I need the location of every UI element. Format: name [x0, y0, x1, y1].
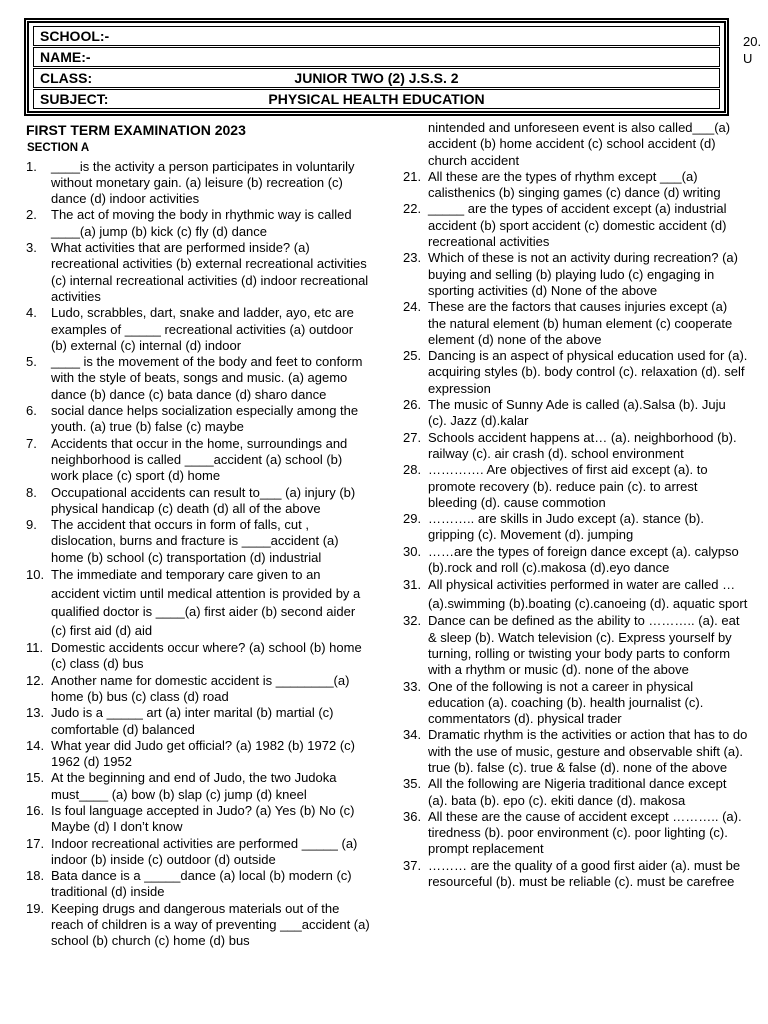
- question-number: 31.: [403, 577, 422, 593]
- question-text: Accidents that occur in the home, surroundings and neighborhood is called ____accident (a) school (b) work place (c) sport (d) home: [51, 435, 348, 484]
- question-number: 3.: [26, 240, 37, 256]
- question-item: [403, 613, 748, 678]
- question-text: The act of moving the body in rhythmic way is called ____(a) jump (b) kick (c) fly (d) dance: [51, 207, 352, 239]
- question-item: [403, 250, 748, 299]
- subject-value: PHYSICAL HEALTH EDUCATION: [268, 91, 485, 107]
- question-item: [403, 858, 748, 891]
- question-text: Domestic accidents occur where? (a) school (b) home (c) class (d) bus: [51, 640, 362, 672]
- question-text: Is foul language accepted in Judo? (a) Yes (b) No (c) Maybe (d) I don’t know: [51, 802, 355, 835]
- question-item: [403, 299, 748, 348]
- question-text: All these are the cause of accident except ……….. (a). tiredness (b). poor environment (c). poor lighting (c). prompt replacement: [428, 808, 742, 857]
- right-column: [403, 120, 748, 890]
- question-item: [403, 576, 748, 613]
- question-text: Dancing is an aspect of physical education used for (a). acquiring styles (b). body control (c). relaxation (d). self expression: [428, 348, 748, 396]
- subject-label: SUBJECT:: [40, 91, 109, 107]
- question-item: [26, 354, 371, 403]
- question-item: [26, 566, 371, 640]
- question-item: [26, 673, 371, 706]
- question-number: 1.: [26, 158, 37, 174]
- margin-note-line1: 20.: [743, 34, 762, 49]
- margin-note: [743, 33, 761, 67]
- question-number: 28.: [403, 462, 422, 478]
- question-number: 15.: [26, 770, 45, 786]
- question-number: 5.: [26, 354, 37, 370]
- question-item: [403, 462, 748, 511]
- question-number: 10.: [26, 567, 45, 583]
- question-number: 32.: [403, 613, 422, 629]
- question-number: 18.: [26, 868, 45, 884]
- question-number: 16.: [26, 802, 45, 818]
- question-number: 8.: [26, 484, 37, 500]
- class-label: CLASS:: [40, 70, 93, 86]
- question-number: 9.: [26, 517, 37, 533]
- question-item: [403, 397, 748, 430]
- question-number: 12.: [26, 672, 45, 688]
- question-text: What year did Judo get official? (a) 1982 (b) 1972 (c) 1962 (d) 1952: [51, 737, 355, 770]
- question-text: Judo is a _____ art (a) inter marital (b) martial (c) comfortable (d) balanced: [51, 705, 334, 737]
- question-number: 2.: [26, 207, 37, 223]
- question-item: [403, 679, 748, 728]
- question-text: All these are the types of rhythm except ___(a) calisthenics (b) singing games (c) dance (d) writing: [428, 168, 721, 201]
- question-item: [26, 803, 371, 836]
- question-text: The accident that occurs in form of falls, cut , dislocation, burns and fracture is ____accident (a) home (b) school (c) transportation (d) industrial: [51, 517, 339, 565]
- school-row: [33, 26, 720, 46]
- question-text: All physical activities performed in water are called …(a).swimming (b).boating (c).canoeing (d). aquatic sport: [428, 577, 748, 611]
- question-text: One of the following is not a career in physical education (a). coaching (b). health journalist (c). commentators (d). physical trader: [428, 678, 704, 727]
- question-text: ……… are the quality of a good first aider (a). must be resourceful (b). must be reliable (c). must be carefree: [428, 857, 741, 890]
- question-item: [26, 517, 371, 566]
- question-item: [26, 240, 371, 305]
- question-item: [403, 201, 748, 250]
- question-item: [403, 544, 748, 577]
- class-row: [33, 68, 720, 88]
- question-text: What activities that are performed inside? (a) recreational activities (b) external recreational activities (c) internal recreational activities (d) indoor recreational activities: [51, 240, 369, 304]
- question-number: 7.: [26, 435, 37, 451]
- question-item: [26, 485, 371, 518]
- question-number: 17.: [26, 835, 45, 851]
- question-item: [403, 776, 748, 809]
- question-text: ____is the activity a person participates in voluntarily without monetary gain. (a) leisure (b) recreation (c) dance (d) indoor activities: [51, 158, 355, 207]
- question-item: [26, 436, 371, 485]
- question-text: Dance can be defined as the ability to ……….. (a). eat & sleep (b). Watch television (c). Express yourself by turning, rolling or twisting your body parts to conform with a rhythm or music (d). none of the above: [428, 613, 740, 678]
- question-text: _____ are the types of accident except (a) industrial accident (b) sport accident (c) domestic accident (d) recreational activities: [428, 201, 727, 250]
- question-number: 11.: [26, 640, 44, 656]
- question-item: [403, 511, 748, 544]
- question-item: [26, 770, 371, 803]
- question-item: [403, 430, 748, 463]
- section-heading: SECTION A: [27, 142, 90, 155]
- question-item: [26, 738, 371, 771]
- question-number: 21.: [403, 168, 422, 184]
- question-number: 14.: [26, 737, 45, 753]
- question-text: Occupational accidents can result to___ (a) injury (b) physical handicap (c) death (d) all of the above: [51, 484, 356, 516]
- question-text: Which of these is not an activity during recreation? (a) buying and selling (b) playing ludo (c) engaging in sporting activities (d) None of the above: [428, 250, 738, 298]
- question-text: Indoor recreational activities are performed _____ (a) indoor (b) inside (c) outdoor (d) outside: [51, 835, 358, 867]
- question-number: 26.: [403, 397, 422, 413]
- question-item: [26, 207, 371, 240]
- question-item: [26, 901, 371, 950]
- left-question-list: [26, 159, 371, 950]
- question-item: [26, 640, 371, 673]
- question-number: 24.: [403, 299, 422, 315]
- question-number: 36.: [403, 808, 422, 824]
- question-number: 29.: [403, 511, 422, 527]
- question-text: …………. Are objectives of first aid except (a). to promote recovery (b). reduce pain (c). to arrest bleeding (d). cause commotion: [428, 462, 708, 510]
- question-number: 6.: [26, 403, 37, 419]
- question-number: 23.: [403, 250, 422, 266]
- class-value: JUNIOR TWO (2) J.S.S. 2: [294, 70, 459, 86]
- question-text: All the following are Nigeria traditional dance except (a). bata (b). epo (c). ekiti dance (d). makosa: [428, 776, 727, 808]
- question-number: 4.: [26, 305, 37, 321]
- question-item: [26, 403, 371, 436]
- right-question-list: [403, 169, 748, 890]
- question-text: At the beginning and end of Judo, the two Judoka must____ (a) bow (b) slap (c) jump (d) kneel: [51, 770, 337, 802]
- question-item: [403, 169, 748, 202]
- question-number: 33.: [403, 678, 422, 694]
- question-text: Keeping drugs and dangerous materials out of the reach of children is a way of preventing ___accident (a) school (b) church (c) home (d) bus: [51, 900, 370, 949]
- question-20-continuation: nintended and unforeseen event is also called___(a) accident (b) home accident (c) school accident (d) church accident: [428, 120, 731, 168]
- question-number: 37.: [403, 857, 422, 873]
- name-label: NAME:-: [40, 49, 91, 65]
- question-text: The immediate and temporary care given to an accident victim until medical attention is provided by a qualified doctor is ____(a) first aider (b) second aider (c) first aid (d) aid: [51, 567, 361, 638]
- question-text: The music of Sunny Ade is called (a).Salsa (b). Juju (c). Jazz (d).kalar: [428, 397, 726, 429]
- question-text: ____ is the movement of the body and feet to conform with the style of beats, songs and music. (a) agemo dance (b) dance (c) bata dance (d) sharo dance: [51, 354, 363, 402]
- question-number: 30.: [403, 543, 422, 559]
- question-text: Dramatic rhythm is the activities or action that has to do with the use of music, gesture and observable shift (a). true (b). false (c). true & false (d). none of the above: [428, 727, 748, 775]
- header-box: [24, 18, 729, 116]
- left-column: [26, 120, 371, 950]
- question-text: ……….. are skills in Judo except (a). stance (b). gripping (c). Movement (d). jumping: [428, 511, 704, 543]
- subject-row: [33, 89, 720, 109]
- margin-note-line2: U: [743, 51, 753, 66]
- question-item: [403, 727, 748, 776]
- question-number: 27.: [403, 429, 422, 445]
- question-item: [26, 159, 371, 208]
- question-item: [403, 348, 748, 397]
- question-number: 13.: [26, 705, 45, 721]
- question-text: Schools accident happens at… (a). neighborhood (b). railway (c). air crash (d). school environment: [428, 429, 737, 461]
- school-label: SCHOOL:-: [40, 28, 110, 44]
- question-text: social dance helps socialization especially among the youth. (a) true (b) false (c) maybe: [51, 403, 359, 435]
- question-item: [26, 836, 371, 869]
- exam-title: FIRST TERM EXAMINATION 2023: [26, 122, 246, 138]
- question-item: [403, 809, 748, 858]
- question-text: Bata dance is a _____dance (a) local (b) modern (c) traditional (d) inside: [51, 868, 352, 900]
- question-item: [26, 868, 371, 901]
- question-number: 22.: [403, 201, 422, 217]
- question-number: 19.: [26, 900, 45, 916]
- question-number: 35.: [403, 776, 422, 792]
- question-number: 25.: [403, 348, 422, 364]
- question-number: 34.: [403, 727, 422, 743]
- question-text: Another name for domestic accident is ________(a) home (b) bus (c) class (d) road: [51, 672, 350, 704]
- question-text: ……are the types of foreign dance except (a). calypso (b).rock and roll (c).makosa (d).eyo dance: [428, 543, 739, 576]
- name-row: [33, 47, 720, 67]
- question-item: [26, 705, 371, 738]
- question-item: [26, 305, 371, 354]
- question-text: Ludo, scrabbles, dart, snake and ladder, ayo, etc are examples of _____ recreational activities (a) outdoor (b) external (c) internal (d) indoor: [51, 305, 354, 353]
- question-text: These are the factors that causes injuries except (a) the natural element (b) human element (c) cooperate element (d) none of the above: [428, 299, 733, 347]
